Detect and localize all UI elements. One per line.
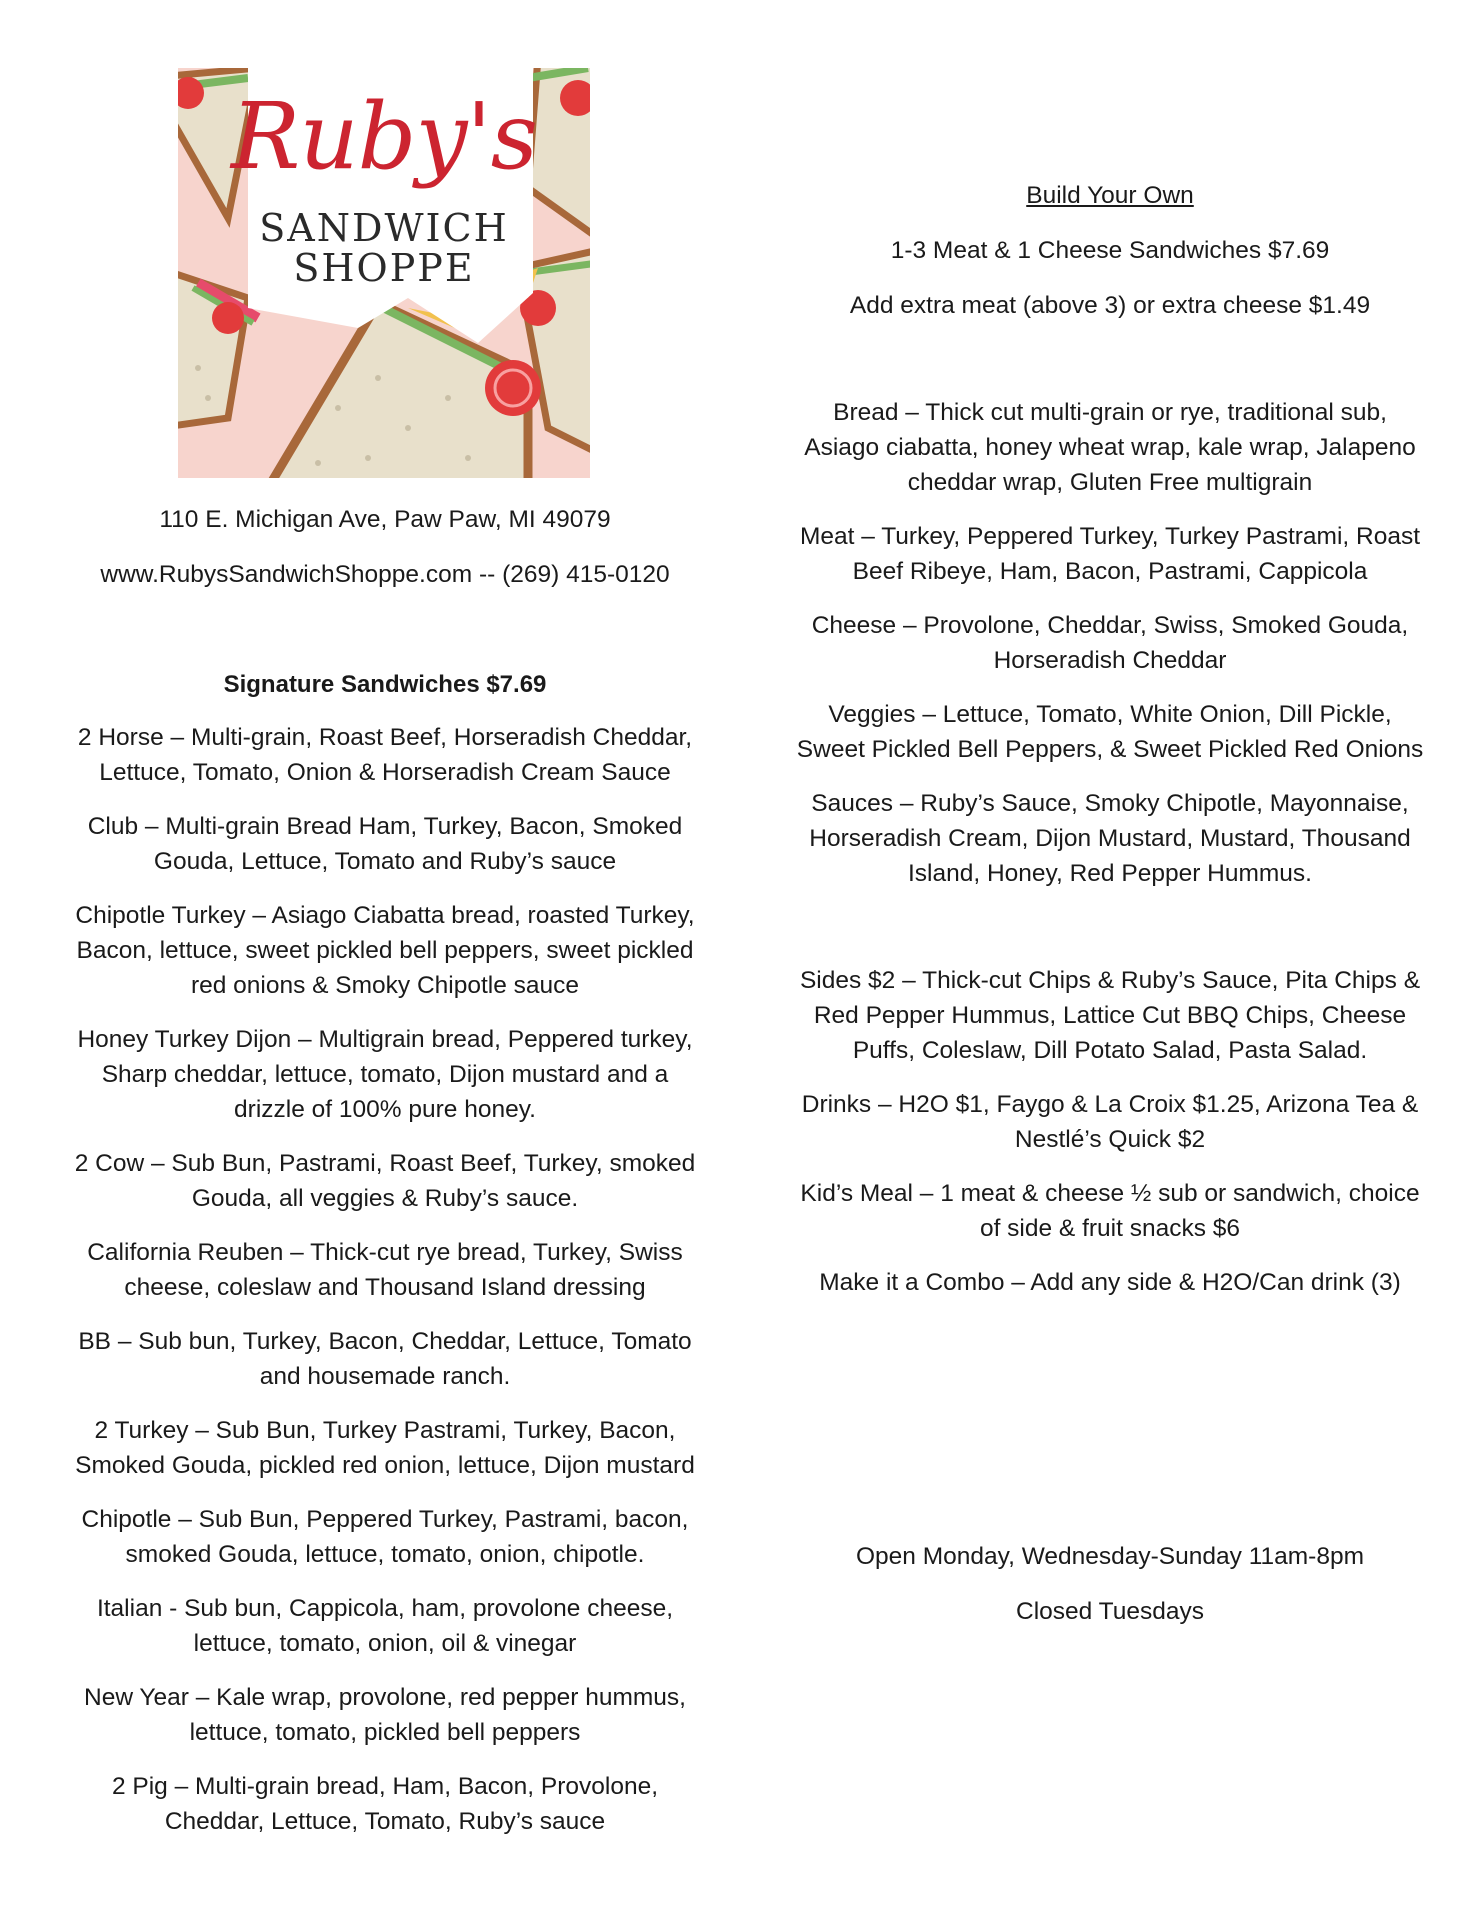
build-option bbox=[780, 395, 1440, 500]
signature-list bbox=[60, 720, 710, 1839]
signature-sandwiches-section bbox=[60, 667, 710, 1839]
signature-item-line: Gouda, Lettuce, Tomato and Ruby’s sauce bbox=[153, 848, 617, 875]
hours-open: Open Monday, Wednesday-Sunday 11am-8pm bbox=[856, 1543, 1364, 1570]
extra-item bbox=[780, 1087, 1440, 1157]
signature-item-line: Lettuce, Tomato, Onion & Horseradish Cream Sauce bbox=[99, 759, 671, 786]
build-option-line: Sweet Pickled Bell Peppers, & Sweet Pickled Red Onions bbox=[796, 736, 1424, 763]
extra-item-line: Nestlé’s Quick $2 bbox=[1014, 1126, 1206, 1153]
extra-item-line: Drinks – H2O $1, Faygo & La Croix $1.25, Arizona Tea & bbox=[801, 1091, 1419, 1118]
contact-block bbox=[60, 502, 710, 592]
build-options-list bbox=[780, 395, 1440, 891]
hours-closed: Closed Tuesdays bbox=[1016, 1598, 1204, 1625]
extra-item-line: Red Pepper Hummus, Lattice Cut BBQ Chips, Cheese bbox=[813, 1002, 1407, 1029]
build-option bbox=[780, 697, 1440, 767]
build-option-line: Meat – Turkey, Peppered Turkey, Turkey Pastrami, Roast bbox=[799, 523, 1420, 550]
signature-item-line: Italian - Sub bun, Cappicola, ham, provolone cheese, bbox=[96, 1595, 674, 1622]
address: 110 E. Michigan Ave, Paw Paw, MI 49079 bbox=[159, 506, 611, 533]
build-option-line: Cheese – Provolone, Cheddar, Swiss, Smoked Gouda, bbox=[811, 612, 1409, 639]
logo-subtitle-line2: SHOPPE bbox=[293, 246, 475, 290]
signature-item-line: New Year – Kale wrap, provolone, red pepper hummus, bbox=[84, 1684, 686, 1711]
signature-item-line: Smoked Gouda, pickled red onion, lettuce, Dijon mustard bbox=[75, 1452, 695, 1479]
signature-item-line: Chipotle Turkey – Asiago Ciabatta bread, roasted Turkey, bbox=[75, 902, 695, 929]
build-option bbox=[780, 519, 1440, 589]
extra-item bbox=[780, 1265, 1440, 1300]
build-option-line: Bread – Thick cut multi-grain or rye, traditional sub, bbox=[833, 399, 1387, 426]
signature-item bbox=[60, 1769, 710, 1839]
signature-item-line: 2 Pig – Multi-grain bread, Ham, Bacon, Provolone, bbox=[111, 1773, 659, 1800]
extra-item-line: of side & fruit snacks $6 bbox=[979, 1215, 1241, 1242]
signature-item bbox=[60, 1680, 710, 1750]
extra-item bbox=[780, 1176, 1440, 1246]
signature-item bbox=[60, 1502, 710, 1572]
signature-item-line: lettuce, tomato, onion, oil & vinegar bbox=[193, 1630, 577, 1657]
extra-item-line: Puffs, Coleslaw, Dill Potato Salad, Pasta Salad. bbox=[852, 1037, 1368, 1064]
build-option-line: Horseradish Cream, Dijon Mustard, Mustard, Thousand bbox=[809, 825, 1411, 852]
build-price: 1-3 Meat & 1 Cheese Sandwiches $7.69 bbox=[890, 237, 1330, 264]
signature-item-line: lettuce, tomato, pickled bell peppers bbox=[189, 1719, 581, 1746]
signature-item-line: drizzle of 100% pure honey. bbox=[234, 1096, 536, 1123]
signature-item bbox=[60, 1591, 710, 1661]
signature-item bbox=[60, 809, 710, 879]
signature-item bbox=[60, 1235, 710, 1305]
signature-item-line: Chipotle – Sub Bun, Peppered Turkey, Pastrami, bacon, bbox=[81, 1506, 689, 1533]
build-your-own-section bbox=[780, 178, 1440, 1300]
build-option-line: Island, Honey, Red Pepper Hummus. bbox=[908, 860, 1312, 887]
build-option-line: Sauces – Ruby’s Sauce, Smoky Chipotle, Mayonnaise, bbox=[811, 790, 1409, 817]
signature-item-line: red onions & Smoky Chipotle sauce bbox=[190, 972, 580, 999]
extra-item-line: Make it a Combo – Add any side & H2O/Can drink (3) bbox=[819, 1269, 1401, 1296]
signature-item-line: smoked Gouda, lettuce, tomato, onion, chipotle. bbox=[125, 1541, 645, 1568]
build-option bbox=[780, 786, 1440, 891]
signature-item-line: California Reuben – Thick-cut rye bread, Turkey, Swiss bbox=[87, 1239, 683, 1266]
extra-item-line: Sides $2 – Thick-cut Chips & Ruby’s Sauce, Pita Chips & bbox=[799, 967, 1421, 994]
signature-item bbox=[60, 1146, 710, 1216]
signature-item-line: BB – Sub bun, Turkey, Bacon, Cheddar, Lettuce, Tomato bbox=[78, 1328, 692, 1355]
signature-item bbox=[60, 1022, 710, 1127]
signature-item-line: and housemade ranch. bbox=[259, 1363, 511, 1390]
build-option-line: Beef Ribeye, Ham, Bacon, Pastrami, Cappicola bbox=[852, 558, 1368, 585]
logo-title: Ruby's bbox=[231, 83, 537, 190]
signature-item-line: Gouda, all veggies & Ruby’s sauce. bbox=[191, 1185, 579, 1212]
build-option bbox=[780, 608, 1440, 678]
extra-item-line: Kid’s Meal – 1 meat & cheese ½ sub or sandwich, choice bbox=[800, 1180, 1420, 1207]
hours-block bbox=[780, 1539, 1440, 1629]
signature-item-line: Sharp cheddar, lettuce, tomato, Dijon mustard and a bbox=[101, 1061, 669, 1088]
extras-list bbox=[780, 963, 1440, 1300]
extra-item bbox=[780, 963, 1440, 1068]
website-phone: www.RubysSandwichShoppe.com -- (269) 415-0120 bbox=[100, 561, 670, 588]
build-heading: Build Your Own bbox=[1026, 182, 1194, 209]
signature-item bbox=[60, 898, 710, 1003]
build-option-line: Veggies – Lettuce, Tomato, White Onion, Dill Pickle, bbox=[828, 701, 1392, 728]
build-option-line: Horseradish Cheddar bbox=[993, 647, 1227, 674]
signature-item bbox=[60, 1413, 710, 1483]
logo bbox=[178, 68, 590, 478]
signature-heading: Signature Sandwiches $7.69 bbox=[223, 671, 547, 698]
logo-subtitle-line1: SANDWICH bbox=[259, 206, 509, 250]
signature-item bbox=[60, 1324, 710, 1394]
signature-item-line: cheese, coleslaw and Thousand Island dressing bbox=[124, 1274, 646, 1301]
build-extra: Add extra meat (above 3) or extra cheese $1.49 bbox=[849, 292, 1371, 319]
signature-item-line: Honey Turkey Dijon – Multigrain bread, Peppered turkey, bbox=[77, 1026, 693, 1053]
signature-item-line: 2 Cow – Sub Bun, Pastrami, Roast Beef, Turkey, smoked bbox=[74, 1150, 696, 1177]
build-option-line: cheddar wrap, Gluten Free multigrain bbox=[907, 469, 1313, 496]
signature-item-line: 2 Horse – Multi-grain, Roast Beef, Horseradish Cheddar, bbox=[77, 724, 693, 751]
build-option-line: Asiago ciabatta, honey wheat wrap, kale wrap, Jalapeno bbox=[804, 434, 1416, 461]
signature-item-line: Club – Multi-grain Bread Ham, Turkey, Bacon, Smoked bbox=[87, 813, 683, 840]
signature-item bbox=[60, 720, 710, 790]
signature-item-line: Cheddar, Lettuce, Tomato, Ruby’s sauce bbox=[164, 1808, 606, 1835]
signature-item-line: Bacon, lettuce, sweet pickled bell peppers, sweet pickled bbox=[76, 937, 694, 964]
signature-item-line: 2 Turkey – Sub Bun, Turkey Pastrami, Turkey, Bacon, bbox=[94, 1417, 676, 1444]
